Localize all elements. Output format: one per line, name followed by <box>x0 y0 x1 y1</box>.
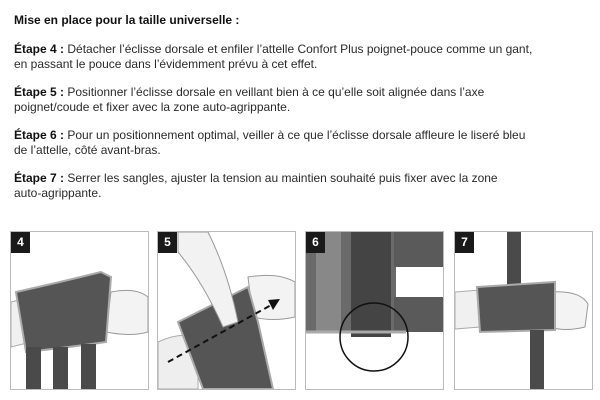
step-label: Étape 5 : <box>14 85 65 99</box>
step-text: Positionner l’éclisse dorsale en veillant bien à ce qu’elle soit alignée dans l’axe <box>67 85 485 99</box>
step-label: Étape 7 : <box>14 171 65 185</box>
step-number-badge: 6 <box>306 232 325 253</box>
step-number-badge: 4 <box>11 232 30 253</box>
step-text: auto-agrippante. <box>14 186 102 200</box>
step-text: Pour un positionnement optimal, veiller à ce que l’éclisse dorsale affleure le liseré bleu <box>67 128 526 142</box>
wrist-brace-image <box>11 232 148 389</box>
step-text: en passant le pouce dans l’évidemment prévu à cet effet. <box>14 57 318 71</box>
page-title: Mise en place pour la taille universelle : <box>14 13 240 27</box>
step-number-badge: 5 <box>158 232 177 253</box>
step-7 <box>14 171 594 201</box>
step-text: Serrer les sangles, ajuster la tension au maintien souhaité puis fixer avec la zone <box>67 171 498 185</box>
illustration-step-7 <box>454 231 593 390</box>
illustration-step-4 <box>10 231 149 390</box>
step-6 <box>14 128 594 158</box>
step-text: poignet/coude et fixer avec la zone auto-agrippante. <box>14 100 291 114</box>
wrist-brace-image <box>455 232 592 389</box>
wrist-brace-image <box>158 232 295 389</box>
step-label: Étape 6 : <box>14 128 65 142</box>
step-number-badge: 7 <box>455 232 474 253</box>
illustration-step-6 <box>305 231 444 390</box>
illustration-step-5 <box>157 231 296 390</box>
step-5 <box>14 85 594 115</box>
step-4 <box>14 42 594 72</box>
step-text: de l’attelle, côté avant-bras. <box>14 143 161 157</box>
step-label: Étape 4 : <box>14 42 65 56</box>
brace-closeup-image <box>306 232 443 389</box>
step-text: Détacher l’éclisse dorsale et enfiler l’attelle Confort Plus poignet-pouce comme un gant, <box>67 42 533 56</box>
